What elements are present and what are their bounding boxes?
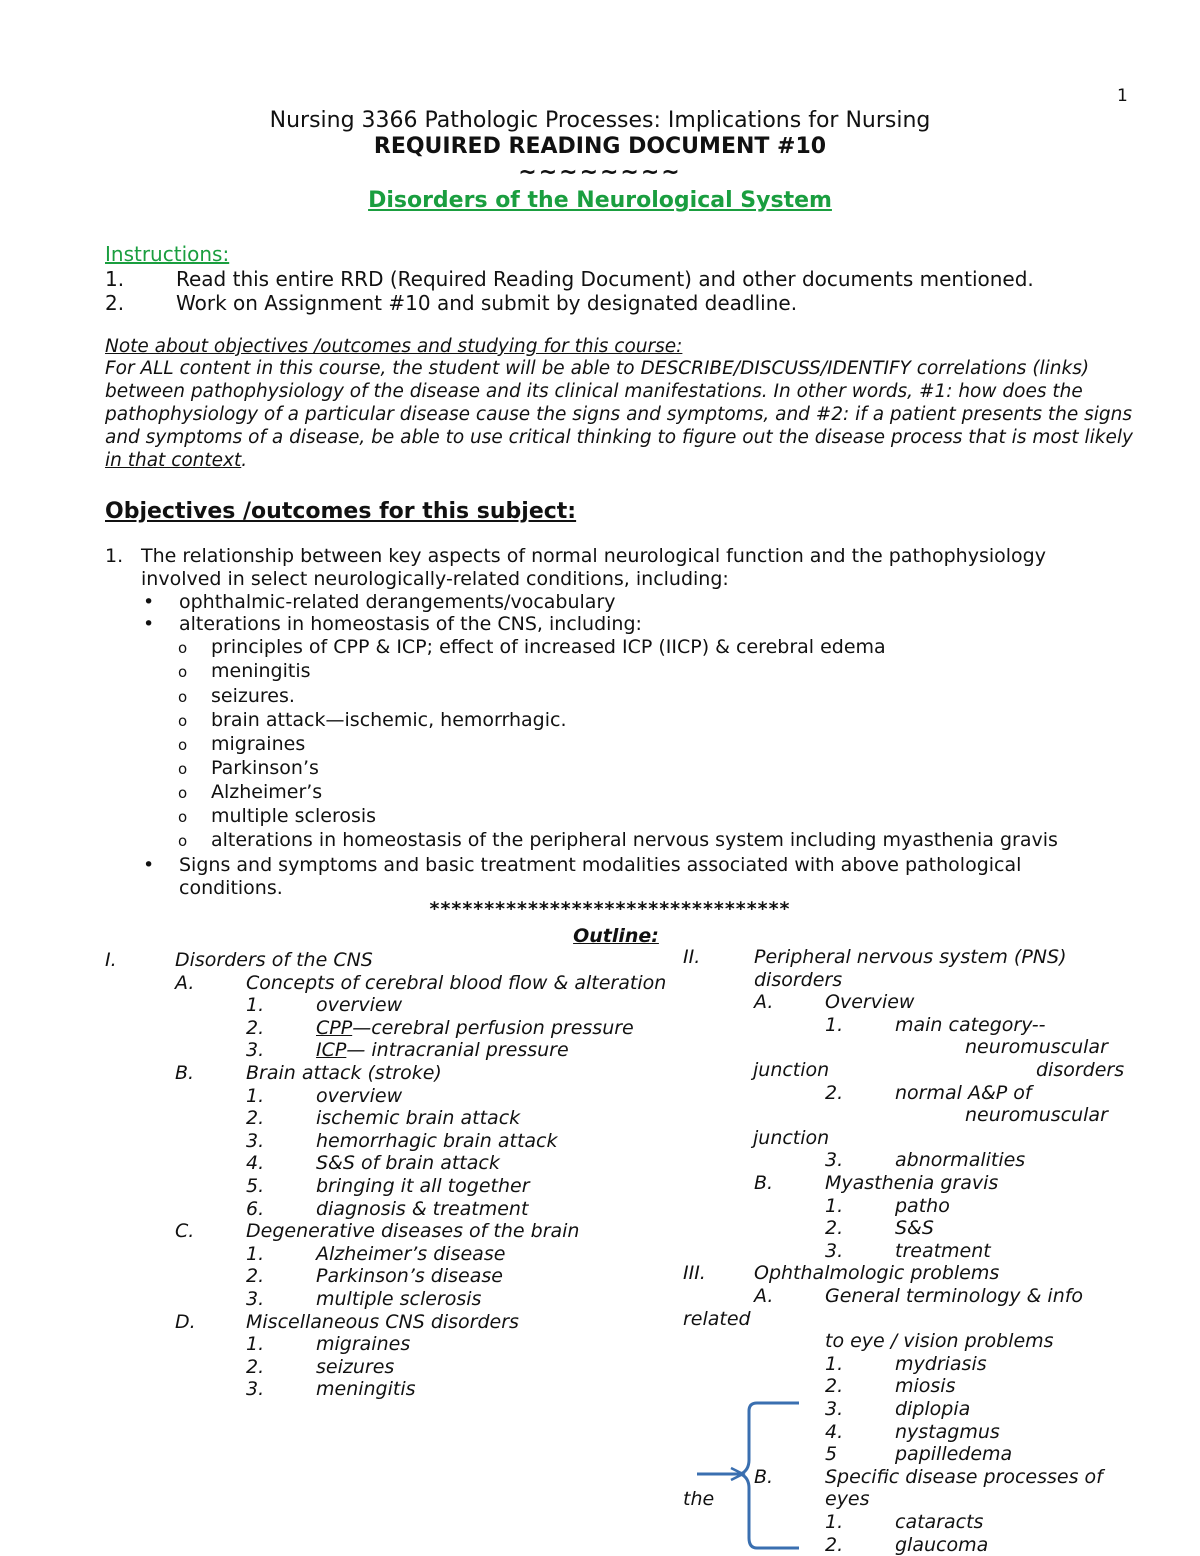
outline-label: I. (105, 949, 117, 971)
sub-item-text: meningitis (211, 660, 311, 682)
instruction-number: 1. (105, 267, 125, 291)
outline-label: related (683, 1307, 751, 1330)
outline-text-main: Alzheimer’s disease (316, 1242, 506, 1265)
sub-marker: o (178, 712, 188, 730)
outline-label: 1. (246, 1333, 265, 1356)
instruction-number: 2. (105, 291, 125, 315)
outline-label: 1. (825, 1013, 844, 1036)
outline-text-main: bringing it all together (316, 1175, 530, 1197)
outline-label: 5. (246, 1175, 265, 1197)
sub-marker: o (178, 736, 188, 754)
outline-text-main: multiple sclerosis (316, 1288, 482, 1310)
outline-text (316, 1107, 520, 1129)
instruction-text: Read this entire RRD (Required Reading Document) and other documents mentioned. (176, 267, 1034, 291)
outline-label: 3. (246, 1129, 265, 1152)
sub-marker: o (178, 639, 188, 657)
outline-text (316, 1152, 500, 1174)
outline-text (316, 1085, 402, 1107)
outline-label: 2. (825, 1217, 844, 1240)
outline-text: papilledema (895, 1443, 1013, 1466)
outline-text: Ophthalmologic problems (754, 1262, 1000, 1285)
outline-label: the (683, 1488, 715, 1511)
course-title: Nursing 3366 Pathologic Processes: Implications for Nursing (269, 108, 931, 133)
sub-item-text: migraines (211, 733, 306, 755)
outline-text-rest: —cerebral perfusion pressure (352, 1016, 634, 1039)
sub-item-text: seizures. (211, 685, 295, 707)
brace-icon (695, 1398, 805, 1553)
outline-label: 2. (246, 1016, 265, 1039)
outline-text-main: Brain attack (stroke) (246, 1062, 442, 1084)
outline-label: C. (175, 1220, 195, 1243)
outline-text (316, 1333, 410, 1355)
outline-label: D. (175, 1310, 196, 1333)
note-emphasis: in that context (105, 450, 242, 471)
outline-text (316, 1288, 481, 1310)
outline-text: miosis (895, 1375, 956, 1398)
outline-text-main: S&S of brain attack (316, 1152, 500, 1175)
outline-label: 2. (825, 1375, 844, 1398)
outline-text-main: CPP (316, 1016, 353, 1039)
outline-text (246, 972, 666, 994)
objective-bullet-cont: conditions. (179, 877, 283, 899)
sub-marker: o (178, 808, 188, 826)
sub-marker: o (178, 760, 188, 778)
outline-text: cataracts (895, 1511, 984, 1533)
outline-text (175, 949, 373, 971)
outline-label: 4. (246, 1152, 265, 1175)
sub-item-text: brain attack—ischemic, hemorrhagic. (211, 709, 567, 731)
outline-label: 5 (825, 1443, 838, 1466)
outline-text-main: hemorrhagic brain attack (316, 1129, 558, 1152)
outline-label: A. (175, 971, 195, 994)
outline-label: 2. (246, 1355, 265, 1378)
outline-text-main: Concepts of cerebral blood flow & alteration (246, 971, 667, 994)
tilde-divider: ~~~~~~~~ (518, 160, 682, 185)
outline-label: 6. (246, 1197, 265, 1220)
sub-marker: o (178, 784, 188, 802)
sub-marker: o (178, 663, 188, 681)
outline-label: 2. (825, 1081, 844, 1104)
outline-label: junction (753, 1059, 830, 1081)
outline-label: 1. (246, 1242, 265, 1265)
outline-label: A. (754, 991, 774, 1014)
outline-text-main: seizures (316, 1355, 395, 1378)
outline-text-main: Degenerative diseases of the brain (246, 1220, 580, 1243)
outline-text (316, 1198, 528, 1220)
outline-label: 2. (246, 1107, 265, 1130)
sub-item-text: Parkinson’s (211, 757, 319, 779)
outline-label: B. (175, 1062, 195, 1084)
outline-text: Specific disease processes of (825, 1465, 1103, 1488)
outline-text (316, 1243, 505, 1265)
outline-text (316, 1356, 394, 1378)
outline-text: normal A&P of (895, 1081, 1032, 1104)
page-number: 1 (1117, 86, 1128, 106)
outline-text: eyes (825, 1488, 870, 1511)
outline-label: B. (754, 1465, 774, 1488)
outline-text-main: overview (316, 1084, 403, 1107)
outline-text-main: ischemic brain attack (316, 1107, 521, 1130)
outline-text: treatment (895, 1239, 991, 1262)
outline-text (246, 1062, 442, 1084)
outline-label: B. (754, 1172, 774, 1194)
outline-text-rest: — intracranial pressure (346, 1039, 569, 1062)
sub-marker: o (178, 832, 188, 850)
outline-text: S&S (895, 1217, 934, 1240)
outline-text: patho (895, 1194, 950, 1217)
outline-text: glaucoma (895, 1533, 989, 1556)
outline-label: 3. (246, 1039, 265, 1062)
instructions-heading: Instructions: (105, 242, 230, 266)
note-heading: Note about objectives /outcomes and studying for this course: (105, 336, 683, 357)
instruction-text: Work on Assignment #10 and submit by designated deadline. (176, 291, 798, 315)
outline-label: 1. (825, 1352, 844, 1375)
outline-text-main: Disorders of the CNS (175, 949, 373, 971)
outline-text-main: meningitis (316, 1378, 416, 1401)
outline-text (246, 1220, 579, 1242)
outline-text: mydriasis (895, 1352, 987, 1375)
outline-text: General terminology & info (825, 1285, 1084, 1307)
note-body: For ALL content in this course, the student will be able to DESCRIBE/DISCUSS/IDENTIFY correlations (links) between pathophysiology of the disease and its clinical manifestations. In other words, #1: how does the pathophysiology of a particular disease cause the signs and symptoms, and #2: if a patient presents the signs and symptoms of a disease, be able to use critical thinking to figure out the disease process that is most likely in that context. (105, 358, 1133, 471)
outline-text: Overview (825, 991, 915, 1014)
outline-text-main: ICP (316, 1039, 347, 1062)
outline-text-main: diagnosis & treatment (316, 1197, 529, 1220)
outline-text (246, 1311, 519, 1333)
outline-label: A. (754, 1285, 774, 1307)
outline-text: to eye / vision problems (825, 1330, 1054, 1353)
outline-label: 1. (246, 1084, 265, 1107)
outline-text: disorders (1036, 1059, 1125, 1081)
objective-item-cont: involved in select neurologically-related conditions, including: (141, 568, 729, 590)
sub-item-text: multiple sclerosis (211, 805, 377, 827)
outline-text (316, 1039, 569, 1061)
outline-text (316, 1017, 634, 1039)
outline-text: disorders (754, 968, 843, 991)
outline-text-main: migraines (316, 1333, 411, 1356)
outline-text-main: overview (316, 994, 403, 1017)
outline-text: diplopia (895, 1398, 971, 1420)
outline-heading: Outline: (573, 925, 659, 947)
outline-label: 2. (825, 1533, 844, 1556)
outline-label: 3. (825, 1149, 844, 1172)
sub-marker: o (178, 688, 188, 706)
outline-label: II. (683, 946, 701, 968)
outline-text (316, 1175, 530, 1197)
outline-label: 1. (246, 994, 265, 1017)
outline-label: 3. (825, 1239, 844, 1262)
outline-text-main: Miscellaneous CNS disorders (246, 1310, 519, 1333)
outline-label: 1. (825, 1511, 844, 1533)
outline-text: Peripheral nervous system (PNS) (754, 946, 1067, 968)
outline-text (316, 1378, 416, 1400)
separator: ********************************* (429, 898, 791, 920)
subject-title: Disorders of the Neurological System (368, 188, 832, 213)
outline-text (316, 994, 402, 1016)
outline-label: 1. (825, 1194, 844, 1217)
document-title: REQUIRED READING DOCUMENT #10 (373, 134, 827, 159)
outline-label: 4. (825, 1420, 844, 1443)
outline-label: III. (683, 1262, 706, 1285)
outline-text: neuromuscular (965, 1036, 1108, 1059)
sub-item-text: principles of CPP & ICP; effect of increased ICP (IICP) & cerebral edema (211, 636, 886, 658)
outline-label: 2. (246, 1265, 265, 1288)
outline-text-main: Parkinson’s disease (316, 1265, 503, 1288)
outline-label: 3. (825, 1398, 844, 1420)
sub-item-text: alterations in homeostasis of the peripheral nervous system including myasthenia gravis (211, 829, 1058, 851)
outline-text: abnormalities (895, 1149, 1026, 1172)
outline-label: junction (753, 1126, 830, 1149)
outline-text (316, 1265, 503, 1287)
sub-item-text: Alzheimer’s (211, 781, 323, 803)
outline-text (316, 1130, 558, 1152)
outline-text: main category-- (895, 1013, 1046, 1036)
outline-label: 3. (246, 1378, 265, 1401)
outline-text: Myasthenia gravis (825, 1172, 999, 1194)
outline-text: neuromuscular (965, 1104, 1108, 1127)
outline-text: nystagmus (895, 1420, 1000, 1443)
outline-label: 3. (246, 1288, 265, 1310)
objectives-heading: Objectives /outcomes for this subject: (105, 499, 577, 524)
